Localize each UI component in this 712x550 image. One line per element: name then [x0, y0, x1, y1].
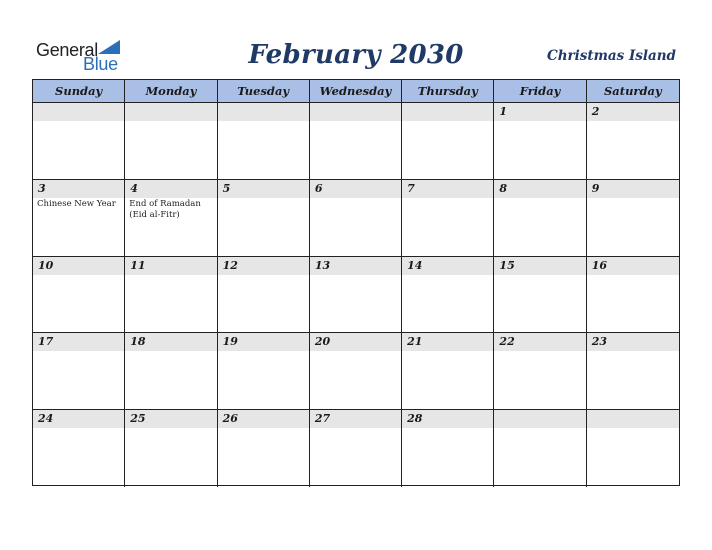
day-number: 12 — [222, 258, 238, 272]
day-band — [218, 180, 309, 198]
day-cell — [310, 180, 402, 257]
logo-blue-text: Blue — [83, 54, 118, 74]
calendar-title: February 2030 — [248, 40, 464, 70]
day-cell — [494, 410, 586, 487]
logo-general-text: General — [36, 40, 98, 60]
day-cell — [125, 103, 217, 180]
day-cell — [494, 180, 586, 257]
day-cell — [33, 257, 125, 334]
day-cell — [587, 333, 679, 410]
day-number: 14 — [407, 258, 423, 272]
day-band — [494, 103, 585, 121]
day-band — [33, 180, 124, 198]
day-band — [402, 180, 493, 198]
day-number: 20 — [314, 335, 331, 349]
weekday-monday: Monday — [125, 80, 217, 102]
day-number: 1 — [499, 105, 508, 118]
day-number: 10 — [38, 258, 54, 272]
day-band — [33, 103, 124, 121]
weekday-tuesday: Tuesday — [218, 80, 310, 102]
weekday-wednesday: Wednesday — [310, 80, 402, 102]
day-number: 18 — [130, 335, 146, 349]
weekday-header — [33, 80, 679, 103]
day-cell — [125, 333, 217, 410]
day-cell — [587, 180, 679, 257]
day-number: 7 — [407, 181, 415, 195]
day-band — [587, 103, 679, 121]
day-number: 17 — [38, 335, 54, 349]
weekday-sunday: Sunday — [33, 80, 125, 102]
day-cell — [402, 257, 494, 334]
day-band — [494, 180, 585, 198]
day-number: 9 — [591, 181, 600, 195]
day-number: 21 — [407, 335, 423, 349]
day-number: 23 — [591, 335, 608, 349]
day-cell — [402, 333, 494, 410]
day-cell — [310, 103, 402, 180]
weekday-friday: Friday — [494, 80, 586, 102]
day-number: 19 — [222, 335, 238, 349]
day-cell — [494, 257, 586, 334]
day-cell — [33, 103, 125, 180]
day-cell — [125, 180, 217, 257]
day-number: 8 — [499, 181, 508, 195]
day-number: 26 — [222, 412, 238, 426]
day-cell — [33, 180, 125, 257]
day-cell — [494, 103, 586, 180]
day-number: 28 — [407, 412, 423, 426]
day-cell — [218, 333, 310, 410]
day-cell — [125, 410, 217, 487]
weekday-thursday: Thursday — [402, 80, 494, 102]
day-number: 2 — [591, 105, 600, 118]
day-number: 13 — [314, 258, 331, 272]
day-number: 15 — [499, 258, 515, 272]
day-cell — [587, 257, 679, 334]
day-cell — [33, 410, 125, 487]
day-band — [125, 103, 216, 121]
day-cell — [310, 333, 402, 410]
day-number: 6 — [314, 181, 323, 195]
day-cell — [402, 103, 494, 180]
day-cell — [218, 180, 310, 257]
day-band — [310, 103, 401, 121]
day-number: 16 — [591, 258, 608, 272]
day-cell — [587, 103, 679, 180]
day-band — [402, 103, 493, 121]
day-number: 24 — [38, 412, 54, 426]
day-cell — [310, 410, 402, 487]
day-cell — [494, 333, 586, 410]
day-band — [587, 180, 679, 198]
day-number: 11 — [130, 258, 146, 272]
day-cell — [218, 103, 310, 180]
holiday-event: Chinese New Year — [37, 198, 116, 209]
day-number: 4 — [130, 181, 138, 195]
day-band — [310, 180, 401, 198]
day-cell — [310, 257, 402, 334]
day-number: 27 — [314, 412, 331, 426]
day-band — [218, 103, 309, 121]
day-cell — [587, 410, 679, 487]
holiday-event: End of Ramadan (Eid al-Fitr) — [129, 198, 201, 220]
day-number: 5 — [222, 181, 231, 195]
day-band — [587, 410, 679, 428]
day-number: 22 — [499, 335, 515, 349]
weekday-saturday: Saturday — [604, 84, 662, 98]
day-cell — [33, 333, 125, 410]
region-label: Christmas Island — [546, 48, 676, 64]
day-cell — [218, 257, 310, 334]
day-band — [494, 410, 585, 428]
day-number: 3 — [38, 181, 46, 195]
day-cell — [402, 180, 494, 257]
day-band — [125, 180, 216, 198]
day-cell — [125, 257, 217, 334]
day-cell — [218, 410, 310, 487]
calendar-body — [33, 103, 679, 487]
calendar-grid — [32, 79, 680, 486]
day-cell — [402, 410, 494, 487]
day-number: 25 — [130, 412, 146, 426]
